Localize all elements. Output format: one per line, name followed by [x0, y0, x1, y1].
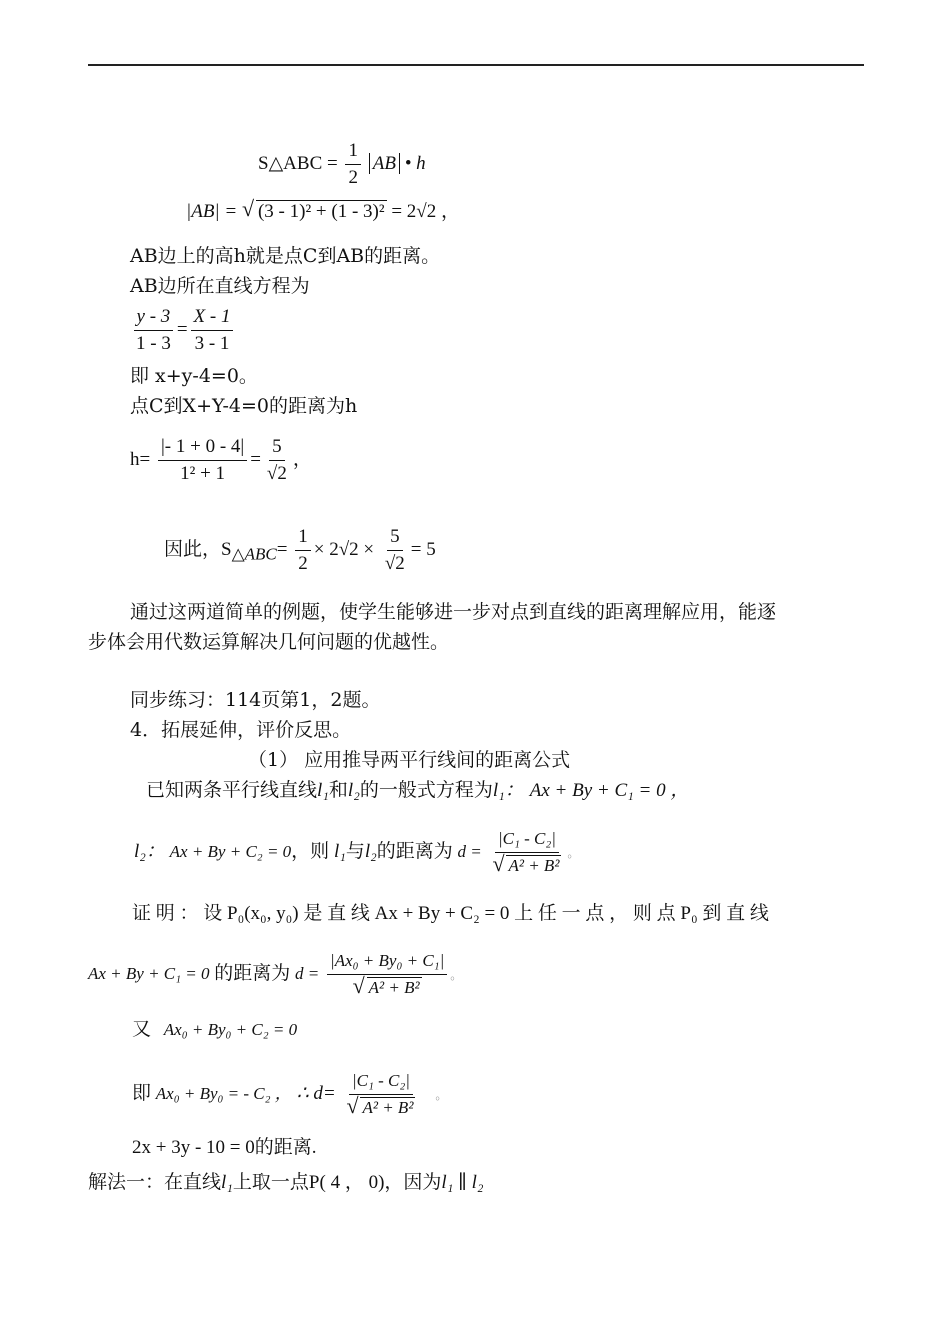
parallel-eq1: Ax + By + C₁ = 0 ， — [529, 780, 690, 801]
h-result-fraction — [264, 436, 290, 485]
conclusion-b-num: 5 — [387, 526, 403, 551]
practice-text: 同步练习：114页第1，2题。 — [130, 689, 381, 711]
proof-therefore-den: A² + B² — [362, 1098, 414, 1117]
conclusion-result: = 5 — [410, 538, 436, 560]
method1-point: P( 4 ， 0) — [308, 1172, 385, 1193]
proof-ie-eq: Ax₀ + By₀ = - C₂ ， — [155, 1083, 292, 1103]
area-fraction — [345, 140, 361, 189]
line-eq-intro: AB边所在直线方程为 — [130, 275, 310, 297]
parallel-distance-formula — [134, 828, 579, 877]
two-point-left-num: y - 3 — [134, 306, 174, 331]
header-rule — [88, 64, 864, 66]
two-point-formula: $\frac{y - 3}{1 - 3}$ = $\frac{X - 1}{3 - 1}$ — [130, 306, 236, 355]
proof-also-label: 又 — [132, 1019, 152, 1040]
parallel-d-den: A² + B² — [508, 856, 560, 875]
ab-sqrt: √ (3 - 1)² + (1 - 3)² — [241, 196, 385, 222]
conclusion-a-num: 1 — [295, 526, 311, 551]
h-den: 1² + 1 — [180, 463, 226, 484]
h-fraction — [158, 436, 247, 485]
method1-text1: 解法一：在直线 — [88, 1171, 222, 1193]
height-text: AB边上的高h就是点C到AB的距离。 — [130, 245, 441, 267]
proof-therefore-dot: 。 — [435, 1087, 448, 1102]
parallel-intro-text: 已知两条平行线直线 — [146, 779, 318, 801]
proof-line-1: 证 明 ： 设 P₀(x₀, y₀) 是 直 线 Ax + By + C₂ = 0 上 任 一 点 ， 则 点 P₀ 到 直 线 — [132, 903, 769, 924]
ab-radicand: (3 - 1)² + (1 - 3)² — [257, 201, 385, 222]
parallel-l2: l₂ — [347, 780, 360, 801]
area-frac-den: 2 — [348, 167, 358, 188]
proof-d-den: A² + B² — [368, 978, 420, 997]
two-point-right — [191, 306, 234, 355]
summary-line-2: 步体会用代数运算解决几何问题的优越性。 — [88, 631, 450, 653]
parallel-with: 与 — [345, 840, 365, 862]
area-conclusion — [164, 526, 436, 575]
parallel-and: 和 — [328, 779, 348, 801]
h-result-num: 5 — [269, 436, 285, 461]
parallel-d-fraction: |C₁ - C₂| √ A² + B² — [492, 829, 560, 876]
two-point-left-den: 1 - 3 — [136, 333, 171, 354]
proof-therefore-fraction: |C₁ - C₂| √ A² + B² — [346, 1071, 414, 1118]
parallel-then: ，则 — [291, 840, 330, 862]
proof-line-2 — [88, 950, 462, 999]
ab-lhs: |AB| = — [186, 201, 238, 222]
proof-ie-label: 即 — [132, 1082, 152, 1104]
conclusion-a-den: 2 — [298, 553, 308, 574]
area-formula — [258, 140, 426, 189]
area-frac-num: 1 — [345, 140, 361, 165]
h-tail: ， — [292, 448, 312, 470]
method1-text2: 上取一点 — [232, 1171, 309, 1193]
parallel-l1-again: l₁ — [333, 840, 346, 862]
area-lhs: S△ABC = — [258, 152, 338, 174]
ab-length-formula — [186, 196, 460, 224]
conclusion-frac-b — [382, 526, 408, 575]
proof-d-dot: 。 — [450, 967, 463, 982]
h-result-den: √2 — [266, 463, 287, 484]
conclusion-frac-a — [295, 526, 311, 575]
method-1 — [88, 1170, 483, 1195]
h-formula: h= $\frac{|- 1 + 0 - 4|}{\text{1² + 1}}$ = $\frac{5}{√2}$ ， — [130, 436, 312, 484]
conclusion-eq: = — [276, 538, 288, 560]
parallel-dot: 。 — [567, 845, 580, 860]
summary-line-1: 通过这两道简单的例题，使学生能够进一步对点到直线的距离理解应用，能逐 — [130, 601, 777, 623]
proof-therefore-num: |C₁ - C₂| — [349, 1070, 413, 1095]
parallel-l1-label: l₁： — [492, 780, 524, 801]
two-point-right-num: X - 1 — [191, 306, 234, 331]
parallel-l2-again: l₂ — [364, 840, 377, 862]
proof-d-num: |Ax₀ + By₀ + C₁| — [327, 950, 447, 975]
area-abs: AB — [369, 153, 400, 174]
proof-d-fraction: |Ax₀ + By₀ + C₁| √ A² + B² — [327, 950, 447, 999]
parallel-eq2: Ax + By + C₂ = 0 — [169, 841, 292, 861]
proof-d-lhs: d = — [295, 963, 320, 983]
proof-therefore — [132, 1070, 447, 1119]
proof-therefore-lhs: ∴ d= — [296, 1082, 336, 1104]
method1-l1: l₁ — [221, 1172, 233, 1193]
proof-also — [132, 1018, 297, 1042]
parallel-d-num: |C₁ - C₂| — [495, 828, 559, 853]
parallel-intro — [146, 778, 689, 803]
two-point-left — [133, 306, 174, 355]
parallel-general: 的一般式方程为 — [359, 779, 493, 801]
parallel-dist-is: 的距离为 — [376, 840, 453, 862]
distance-intro: 点C到X+Y-4=0的距离为h — [130, 395, 358, 417]
conclusion-b-den: √2 — [384, 553, 405, 574]
line-result: 即 x+y-4=0。 — [130, 365, 258, 387]
two-point-right-den: 3 - 1 — [194, 333, 230, 354]
parallel-d-lhs: d = — [457, 841, 482, 861]
example-line: 2x + 3y - 10 = 0的距离. — [132, 1137, 317, 1158]
ab-rhs: = 2√2 ， — [391, 201, 460, 222]
method1-relation: l₁ ∥ l₂ — [441, 1172, 484, 1193]
area-tail: • h — [404, 152, 426, 174]
conclusion-prefix: 因此，S — [164, 538, 232, 560]
proof-dist-text: 的距离为 — [214, 962, 291, 984]
parallel-l2-label: l₂： — [134, 840, 165, 862]
conclusion-sub: △ABC — [231, 544, 277, 564]
subsection-1-title: （1） 应用推导两平行线间的距离公式 — [248, 749, 571, 771]
section-4-title: 4．拓展延伸，评价反思。 — [130, 719, 352, 741]
conclusion-mid: × 2√2 × — [313, 538, 375, 560]
proof-also-eq: Ax₀ + By₀ + C₂ = 0 — [163, 1020, 298, 1039]
h-num: |- 1 + 0 - 4| — [158, 436, 247, 461]
method1-text3: ，因为 — [384, 1171, 442, 1193]
h-lhs: h= — [130, 448, 151, 470]
parallel-l1: l₁ — [317, 780, 329, 801]
proof-eq-c1: Ax + By + C₁ = 0 — [88, 963, 210, 983]
